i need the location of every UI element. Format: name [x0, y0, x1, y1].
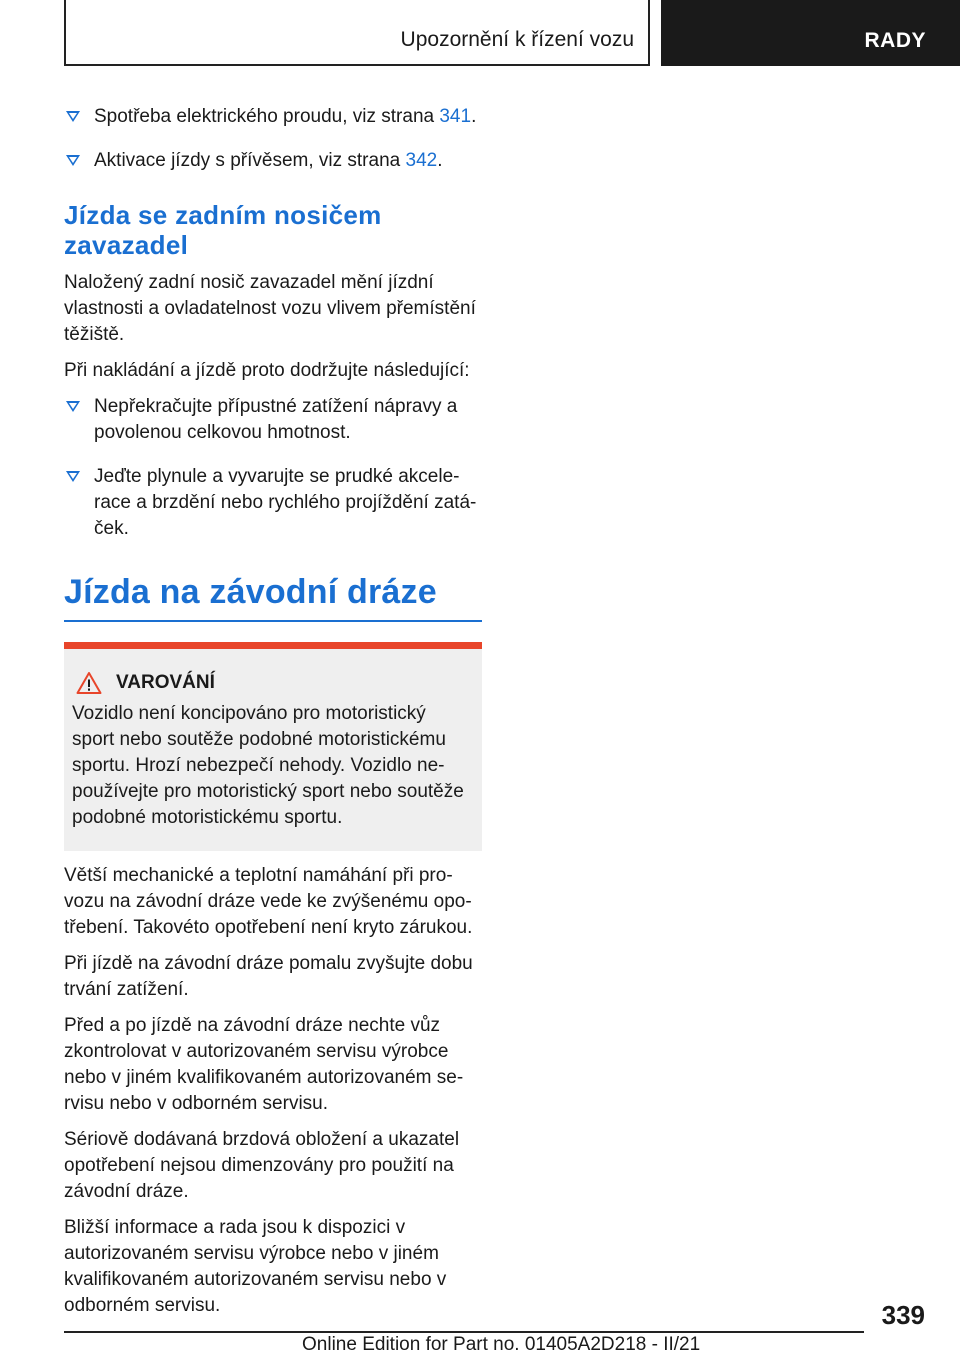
list-item	[64, 394, 482, 446]
content-column	[64, 104, 482, 1329]
paragraph: Sériově dodávaná brzdová obložení a ukazatel opotřebení nejsou dimenzovány pro použití na závodní dráze.	[64, 1129, 460, 1202]
warning-triangle-icon	[76, 671, 102, 695]
header-chapter-label: RADY	[864, 29, 926, 52]
paragraph: Větší mechanické a teplotní namáhání při provozu na závodní dráze vede ke zvýšenému opotřebení. Takovéto opotřebení není kryto zárukou.	[64, 865, 473, 938]
paragraph: Naložený zadní nosič zavazadel mění jízdní vlastnosti a ovladatelnost vozu vlivem přemístění těžiště.	[64, 272, 476, 345]
triangle-bullet-icon	[66, 155, 80, 166]
footer-divider	[64, 1331, 864, 1333]
warning-box	[64, 642, 482, 851]
footer-edition: Online Edition for Part no. 01405A2D218 - II/21	[302, 1334, 701, 1355]
section-heading: Jízda se zadním nosičem zavazadel	[64, 200, 382, 260]
triangle-bullet-icon	[66, 471, 80, 482]
triangle-bullet-icon	[66, 111, 80, 122]
warning-header	[72, 671, 472, 695]
warning-title: VAROVÁNÍ	[116, 672, 215, 693]
header-chapter-tab	[661, 0, 960, 66]
bullet-text: Nepřekračujte přípustné zatížení nápravy a povolenou celkovou hmotnost.	[94, 396, 458, 443]
header-section-box	[64, 0, 650, 66]
page-ref-link[interactable]: 342	[405, 150, 438, 171]
section-body	[64, 863, 482, 1319]
chapter-heading: Jízda na závodní dráze	[64, 572, 482, 622]
triangle-bullet-icon	[66, 401, 80, 412]
paragraph: Bližší informace a rada jsou k dispozici v autorizovaném servisu výrobce nebo v jiném kvalifikovaném autorizovaném servisu nebo v odborném servisu.	[64, 1217, 447, 1316]
list-item	[64, 464, 482, 542]
page-number: 339	[881, 1300, 925, 1330]
list-item	[64, 104, 482, 130]
bullet-text: Aktivace jízdy s přívěsem, viz strana 342.	[94, 150, 443, 171]
paragraph: Před a po jízdě na závodní dráze nechte vůz zkontrolovat v autorizovaném servisu výrobce nebo v jiném kvalifikovaném autorizovaném servisu nebo v odborném servisu.	[64, 1015, 464, 1114]
bullet-list	[64, 394, 482, 542]
paragraph: Při jízdě na závodní dráze pomalu zvyšujte dobu trvání zatížení.	[64, 953, 473, 1000]
page-ref-link[interactable]: 341	[439, 106, 472, 127]
paragraph: Při nakládání a jízdě proto dodržujte následující:	[64, 360, 470, 381]
list-item	[64, 148, 482, 174]
bullet-text: Jeďte plynule a vyvarujte se prudké akcelerace a brzdění nebo rychlého projíždění zatáček.	[94, 466, 477, 539]
bullet-text: Spotřeba elektrického proudu, viz strana 341.	[94, 106, 477, 127]
header-section-title: Upozornění k řízení vozu	[400, 28, 634, 51]
warning-text: Vozidlo není koncipováno pro motoristický sport nebo soutěže podobné motoristickému sportu. Hrozí nebezpečí nehody. Vozidlo nepoužívejte pro motoristický sport nebo soutěže podobné motoristickému sportu.	[72, 703, 464, 828]
